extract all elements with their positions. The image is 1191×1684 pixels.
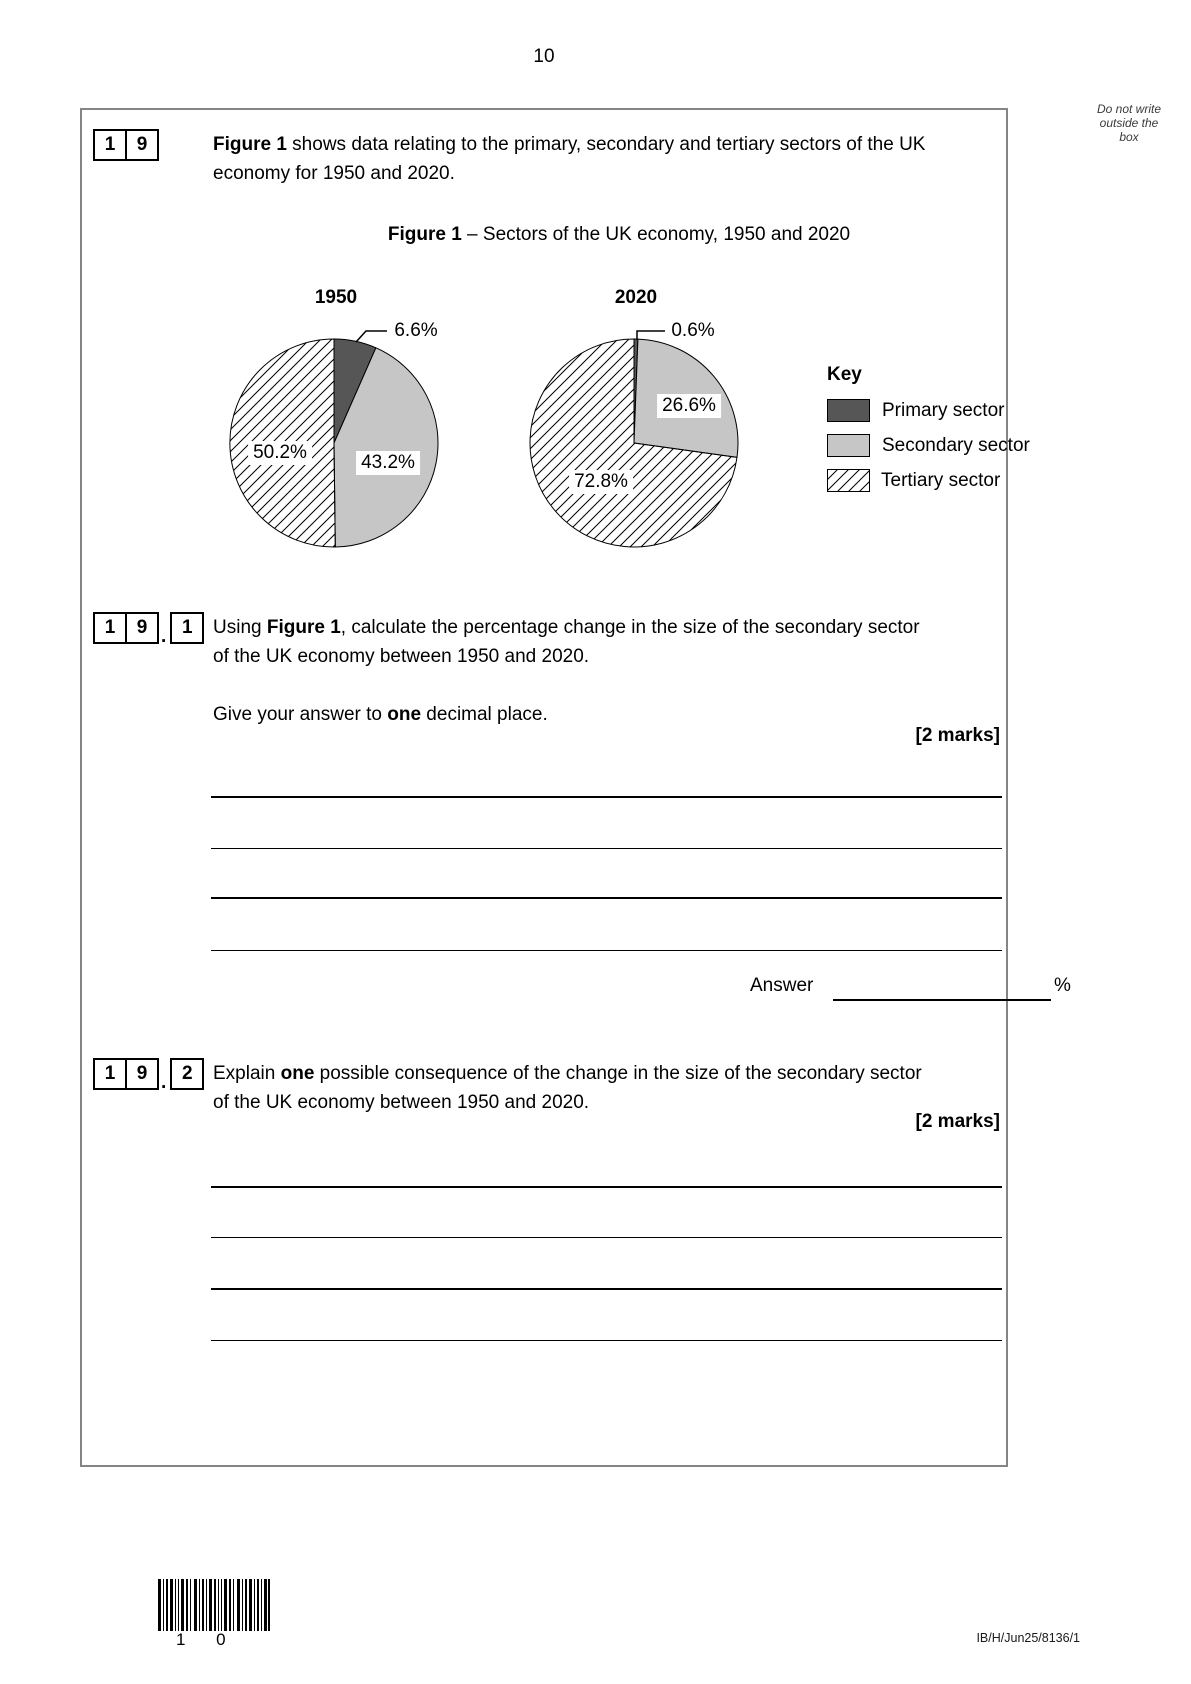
answer-line (211, 897, 1002, 899)
pie-2020-secondary-label: 26.6% (657, 394, 721, 418)
answer-line (211, 950, 1002, 951)
question-19-number (93, 129, 159, 161)
key-swatch-tertiary (827, 469, 870, 492)
pie-1950-primary-label: 6.6% (394, 320, 438, 341)
question-number-dot: . (161, 626, 167, 647)
answer-label: Answer (750, 975, 814, 996)
question-number-cell: 9 (127, 614, 157, 642)
question-number-box (93, 1058, 159, 1090)
q19-2-text-bold: one (280, 1063, 315, 1084)
pie-2020-primary-label: 0.6% (671, 320, 715, 341)
question-19-intro-text (213, 130, 1013, 188)
pie-1950-callout-line (356, 331, 387, 342)
answer-line (211, 1237, 1002, 1238)
question-19-1-text (213, 613, 1013, 671)
figure-1-reference: Figure 1 (266, 617, 341, 638)
question-number-dot: . (161, 1072, 167, 1093)
answer-line (211, 1186, 1002, 1188)
subquestion-number-cell: 1 (172, 614, 202, 642)
key-row-tertiary (827, 469, 1000, 492)
key-swatch-secondary (827, 434, 870, 457)
do-not-write-note (1070, 102, 1188, 144)
question-19-2-text (213, 1059, 1023, 1117)
figure-title (213, 224, 1025, 246)
q19-1-marks-badge: [2 marks] (915, 725, 1000, 746)
q19-1-text-pre: Using (213, 617, 267, 638)
answer-percent-sign: % (1054, 975, 1071, 996)
key-label-secondary: Secondary sector (882, 434, 1030, 456)
answer-line (211, 848, 1002, 849)
figure-title-bold: Figure 1 (387, 224, 462, 245)
answer-blank-line (833, 977, 1051, 1001)
q19-1-text-rest: , calculate the percentage change in the size of the secondary sector (340, 617, 920, 638)
answer-line (211, 1340, 1002, 1341)
question-border-box (80, 108, 1008, 1467)
question-number-cell: 9 (127, 131, 157, 159)
question-number-cell: 1 (95, 131, 127, 159)
paper-reference-code: IB/H/Jun25/8136/1 (976, 1631, 1080, 1645)
figure-1-reference: Figure 1 (213, 134, 287, 155)
side-note-line: Do not write (1096, 102, 1162, 116)
pie-title-1950: 1950 (314, 287, 358, 308)
question-number-box (93, 129, 159, 161)
q19-2-marks-badge: [2 marks] (915, 1111, 1000, 1132)
key-label-tertiary: Tertiary sector (881, 469, 1001, 491)
pie-2020-tertiary-label: 72.8% (569, 470, 633, 494)
q19-2-text-pre: Explain (213, 1063, 281, 1084)
subquestion-number-box (170, 612, 204, 644)
pie-1950-secondary-label: 43.2% (356, 451, 420, 475)
instruction-pre: Give your answer to (213, 704, 388, 725)
question-number-cell: 9 (127, 1060, 157, 1088)
question-19-1-number (93, 612, 204, 647)
side-note-line: outside the (1099, 116, 1159, 130)
barcode-digits: 1 0 (176, 1630, 239, 1649)
page-number: 10 (533, 46, 555, 67)
q19-2-text-rest: possible consequence of the change in the size of the secondary sector (314, 1063, 922, 1084)
side-note-line: box (1119, 130, 1139, 144)
q19-1-text-line2: of the UK economy between 1950 and 2020. (213, 646, 590, 667)
intro-text-line1: shows data relating to the primary, secondary and tertiary sectors of the UK (286, 134, 926, 155)
answer-line (211, 796, 1002, 798)
q19-2-text-line2: of the UK economy between 1950 and 2020. (213, 1092, 590, 1113)
answer-line (211, 1288, 1002, 1290)
question-number-box (93, 612, 159, 644)
intro-text-line2: economy for 1950 and 2020. (213, 163, 455, 184)
question-number-cell: 1 (95, 614, 127, 642)
pie-2020-callout-line (637, 331, 665, 340)
pie-title-2020: 2020 (614, 287, 658, 308)
key-swatch-primary (827, 399, 870, 422)
instruction-bold: one (387, 704, 422, 725)
key-label-primary: Primary sector (882, 399, 1005, 421)
subquestion-number-box (170, 1058, 204, 1090)
instruction-rest: decimal place. (421, 704, 548, 725)
question-19-2-number (93, 1058, 204, 1093)
key-title: Key (827, 364, 862, 385)
key-row-secondary (827, 434, 1030, 457)
key-row-primary (827, 399, 1004, 422)
figure-title-rest: – Sectors of the UK economy, 1950 and 2020 (461, 224, 851, 245)
subquestion-number-cell: 2 (172, 1060, 202, 1088)
pie-1950-tertiary-label: 50.2% (248, 441, 312, 465)
barcode (158, 1579, 270, 1631)
figure-1-pie-charts (200, 315, 800, 560)
question-number-cell: 1 (95, 1060, 127, 1088)
